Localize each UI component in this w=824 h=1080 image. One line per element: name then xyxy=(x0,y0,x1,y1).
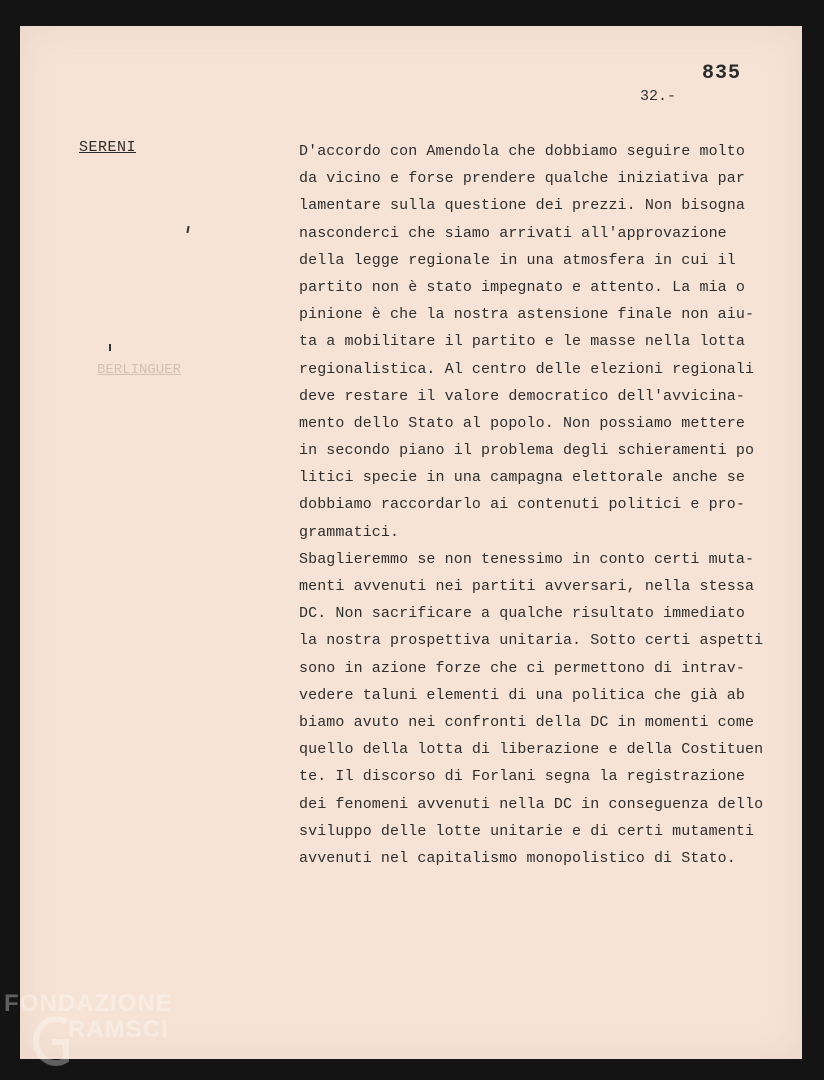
text-line: sviluppo delle lotte unitarie e di certi mutamenti xyxy=(299,822,755,840)
text-line: D'accordo con Amendola che dobbiamo seguire molto xyxy=(299,143,745,160)
text-line: te. Il discorso di Forlani segna la registrazione xyxy=(299,768,745,786)
speaker-name: SERENI xyxy=(79,139,137,156)
page-number: 32.- xyxy=(640,88,677,105)
text-line: mento dello Stato al popolo. Non possiamo mettere xyxy=(299,414,745,432)
text-line: nasconderci che siamo arrivati all'approvazione xyxy=(299,224,727,242)
text-line: quello della lotta di liberazione e della Costituen xyxy=(299,741,764,759)
pen-mark xyxy=(186,226,189,233)
pen-mark xyxy=(109,344,111,351)
document-page xyxy=(20,26,802,1059)
text-line: regionalistica. Al centro delle elezioni regionali xyxy=(299,360,755,378)
text-line: vedere taluni elementi di una politica che già ab xyxy=(299,686,745,704)
text-line: biamo avuto nei confronti della DC in momenti come xyxy=(299,713,755,731)
text-line: della legge regionale in una atmosfera in cui il xyxy=(299,251,736,269)
text-line: dobbiamo raccordarlo ai contenuti politici e pro- xyxy=(299,496,745,514)
text-line: grammatici. xyxy=(299,523,400,541)
text-line: da vicino e forse prendere qualche iniziativa par xyxy=(299,170,745,188)
watermark-line-1: FONDAZIONE xyxy=(4,990,173,1017)
text-line: sono in azione forze che ci permettono di intrav- xyxy=(299,659,745,677)
text-line: DC. Non sacrificare a qualche risultato immediato xyxy=(299,605,745,623)
bleed-through-speaker: BERLINGUER xyxy=(97,362,182,378)
text-line: lamentare sulla questione dei prezzi. Non bisogna xyxy=(299,197,745,215)
text-line: pinione è che la nostra astensione finale non aiu- xyxy=(299,306,755,324)
text-line: dei fenomeni avvenuti nella DC in conseguenza dello xyxy=(299,795,764,813)
text-line: partito non è stato impegnato e attento. La mia o xyxy=(299,278,745,296)
text-line: ta a mobilitare il partito e le masse nella lotta xyxy=(299,333,745,351)
text-line: Sbaglieremmo se non tenessimo in conto certi muta- xyxy=(299,550,755,568)
text-line: in secondo piano il problema degli schieramenti po xyxy=(299,442,755,460)
text-line: avvenuti nel capitalismo monopolistico di Stato. xyxy=(299,849,736,867)
gramsci-g-logo-icon xyxy=(32,1010,72,1070)
speech-text xyxy=(299,138,789,872)
text-line: litici specie in una campagna elettorale anche se xyxy=(299,469,745,487)
watermark-line-2: RAMSCI xyxy=(68,1016,169,1043)
text-line: menti avvenuti nei partiti avversari, nella stessa xyxy=(299,578,755,595)
text-line: deve restare il valore democratico dell'avvicina- xyxy=(299,387,745,405)
archive-stamp-number: 835 xyxy=(702,62,742,85)
text-line: la nostra prospettiva unitaria. Sotto certi aspetti xyxy=(299,632,764,650)
fondazione-gramsci-watermark xyxy=(4,990,214,1070)
